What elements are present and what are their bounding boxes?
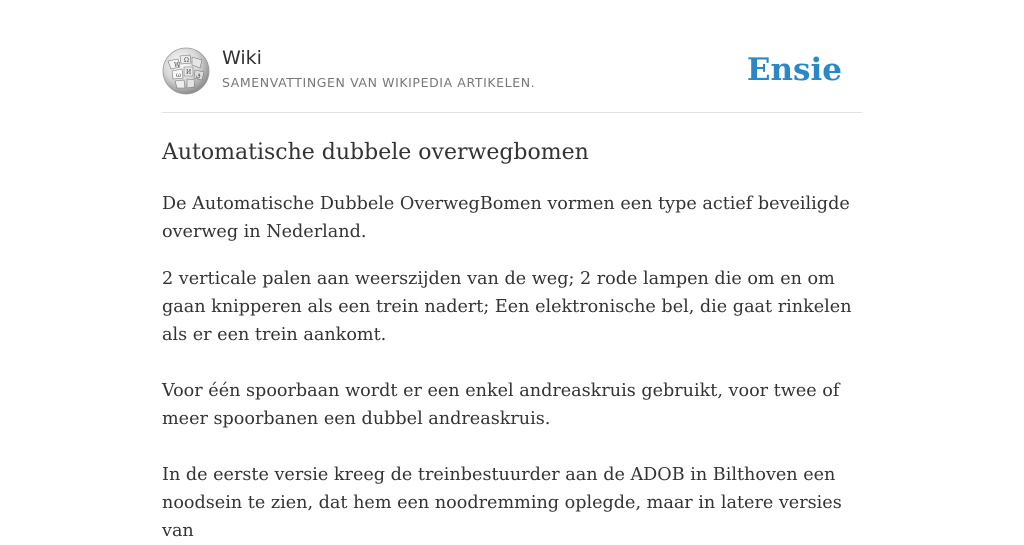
article-paragraph: In de eerste versie kreeg de treinbestuurder aan de ADOB in Bilthoven een noodsein te zien, dat hem een noodremming oplegde, maar in latere versies van: [162, 465, 842, 541]
site-tagline: SAMENVATTINGEN VAN WIKIPEDIA ARTIKELEN.: [222, 75, 536, 90]
wikipedia-globe-icon[interactable]: [162, 47, 210, 95]
svg-text:ق: ق: [196, 72, 201, 79]
article-paragraph: De Automatische Dubbele OverwegBomen vormen een type actief beveiligde overweg in Nederland.: [162, 194, 850, 242]
svg-text:ω: ω: [176, 72, 181, 79]
svg-text:И: И: [186, 69, 192, 76]
article-paragraph: 2 verticale palen aan weerszijden van de weg; 2 rode lampen die om en om gaan knipperen als een trein nadert; Een elektronische bel, die gaat rinkelen als er een trein aankomt.: [162, 269, 852, 345]
article-paragraph: Voor één spoorbaan wordt er een enkel andreaskruis gebruikt, voor twee of meer spoorbanen een dubbel andreaskruis.: [162, 381, 840, 429]
brand-logo-link[interactable]: Ensie: [746, 52, 842, 88]
site-name[interactable]: Wiki: [222, 47, 262, 69]
article-title: Automatische dubbele overwegbomen: [162, 140, 589, 165]
svg-text:Ω: Ω: [184, 57, 189, 64]
page: [162, 0, 862, 541]
header-divider: [162, 112, 862, 113]
site-header: [162, 46, 862, 96]
svg-text:W: W: [174, 62, 181, 69]
